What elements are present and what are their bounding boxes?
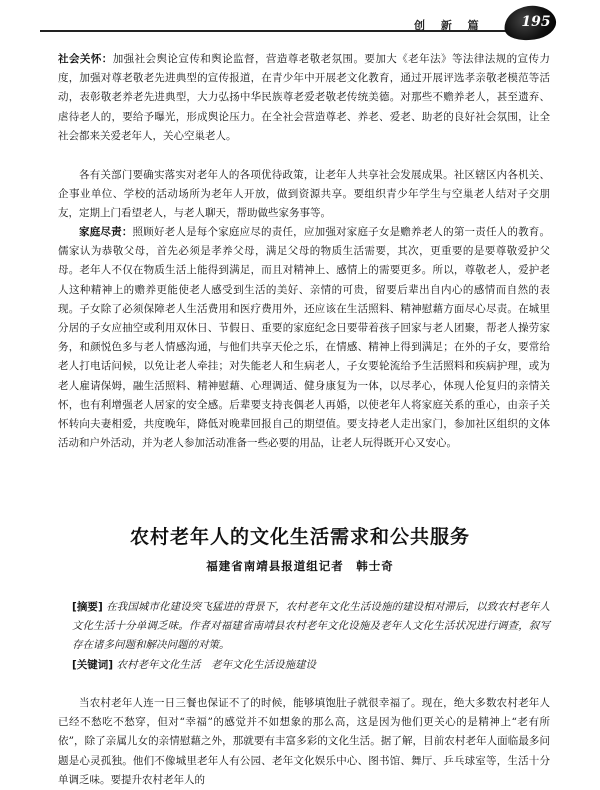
paragraph-lead: 社会关怀： (58, 53, 113, 65)
page-header (0, 0, 600, 40)
paragraph-social-care (58, 50, 550, 146)
article-keywords (72, 656, 550, 675)
keywords-text: 农村老年文化生活 老年文化生活设施建设 (116, 659, 316, 671)
paragraph-lead: 家庭尽责： (79, 226, 133, 238)
section-label: 创 新 篇 (414, 19, 485, 32)
paragraph-policies (58, 166, 550, 224)
keywords-label: [关键词] (72, 659, 114, 671)
paragraph-text: 加强社会舆论宣传和舆论监督，营造尊老敬老氛围。要加大《老年法》等法律法规的宣传力度，加强对尊老敬老先进典型的宣传报道，在青少年中开展老文化教育，通过开展评选孝亲敬老模范等活动，表彰敬老养老先进典型，大力弘扬中华民族尊老爱老敬老传统美德。对那些不赡养老人，甚至遗弃、虐待老人的，要给予曝光，形成舆论压力。在全社会营造尊老、养老、爱老、助老的良好社会氛围，让全社会都来关爱老年人，关心空巢老人。 (58, 53, 551, 142)
article-title: 农村老年人的文化生活需求和公共服务 (129, 526, 470, 548)
abstract-label: [摘要] (72, 601, 103, 613)
article-abstract (72, 598, 550, 655)
paragraph-text: 各有关部门要确实落实对老年人的各项优待政策，让老年人共享社会发展成果。社区辖区内各机关、企事业单位、学校的活动场所为老年人开放，做到资源共享。要组织青少年学生与空巢老人结对子交朋友，定期上门看望老人，与老人聊天，帮助做些家务事等。 (58, 169, 550, 220)
article-body-paragraph (58, 694, 550, 790)
article-byline: 福建省南靖县报道组记者 韩士奇 (206, 559, 394, 573)
page-number: 195 (521, 14, 551, 30)
paragraph-family-duty (58, 223, 550, 453)
abstract-text: 在我国城市化建设突飞猛进的背景下，农村老年文化生活设施的建设相对滞后，以致农村老年人文化生活十分单调乏味。作者对福建省南靖县农村老年文化设施及老年人文化生活状况进行调查，叙写存在诸多问题和解决问题的对策。 (72, 601, 550, 651)
paragraph-text: 当农村老年人连一日三餐也保证不了的时候，能够填饱肚子就很幸福了。现在，绝大多数农村老年人已经不愁吃不愁穿，但对“幸福”的感觉并不如想象的那么高，这是因为他们更关心的是精神上“老有所依”，除了亲属儿女的亲情慰藉之外，那就要有丰富多彩的文化生活。据了解，目前农村老年人面临最多问题是心灵孤独。他们不像城里老年人有公园、老年文化娱乐中心、图书馆、舞厅、乒乓球室等，生活十分单调乏味。要提升农村老年人的 (58, 697, 550, 786)
paragraph-text: 照顾好老人是每个家庭应尽的责任，应加强对家庭子女是赡养老人的第一责任人的教育。儒家认为恭敬父母，首先必须是孝养父母，满足父母的物质生活需要，其次，更重要的是要尊敬爱护父母。老年人不仅在物质生活上能得到满足，而且对精神上、感情上的需要更多。所以，尊敬老人，爱护老人这种精神上的赡养更能使老人感受到生活的美好、亲情的可贵，留要后辈出自内心的感情而自然的表现。子女除了必须保障老人生活费用和医疗费用外，还应该在生活照料、精神慰藉方面尽心尽责。在城里分居的子女应抽空或利用双休日、节假日、重要的家庭纪念日要带着孩子回家与老人团聚，帮老人操劳家务，和颜悦色多与老人情感沟通，与他们共享天伦之乐，在情感、精神上得到满足；在外的子女，要常给老人打电话问候，以免让老人牵挂；对失能老人和生病老人，子女要轮流给予生活照料和疾病护理，或为老人雇请保姆，融生活照料、精神慰藉、心理调适、健身康复为一体，以尽孝心，体现人伦复归的亲情关怀，也有利增强老人居家的安全感。后辈要支持丧偶老人再婚，以使老年人将家庭关系的重心，由亲子关怀转向夫妻相爱，共度晚年，降低对晚辈回报自己的期望值。要支持老人走出家门，参加社区组织的文体活动和户外活动，并为老人参加活动准备一些必要的用品，让老人玩得既开心又安心。 (58, 226, 550, 450)
